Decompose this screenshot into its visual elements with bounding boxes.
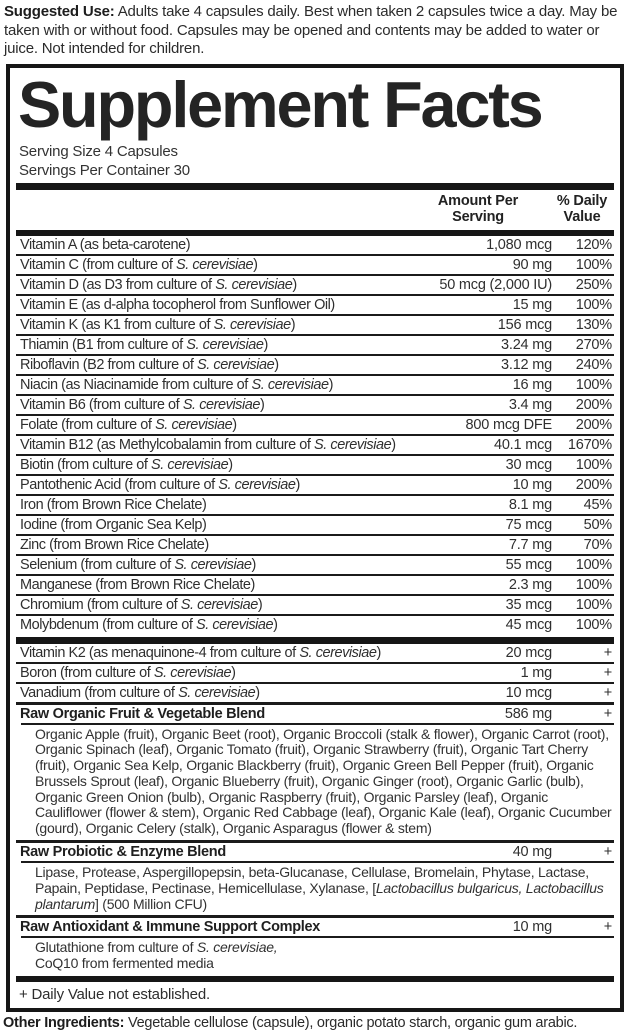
blend-ingredients-line: Organic Apple (fruit), Organic Beet (root), Organic Broccoli (stalk & flower), Organic Carrot (root), Organic Spinach (leaf), Organic Tomato (fruit), Organic Strawberry (fruit), Organic Tart Cherry (fruit), Organic Sea Kelp, Organic Blackberry (fruit), Organic Green Bell Pepper (fruit), Organic Brussels Sprout (leaf), Organic Blueberry (fruit), Organic Ginger (root), Organic Garlic (bulb), Organic Green Onion (bulb), Organic Raspberry (fruit), Organic Parsley (leaf), Organic Cauliflower (flower & stem), Organic Red Cabbage (leaf), Organic Kale (leaf), Organic Cucumber (gourd), Organic Celery (stalk), Organic Asparagus (flower & stem) — [35, 725, 612, 837]
nutrient-row — [16, 644, 614, 662]
blend-ingredients — [21, 723, 614, 841]
nutrient-daily-value: 200% — [575, 416, 612, 433]
nutrient-name: Raw Organic Fruit & Vegetable Blend — [20, 705, 265, 722]
nutrient-daily-value: 1670% — [567, 436, 612, 453]
nutrient-amount: 35 mcg — [505, 596, 552, 613]
nutrient-amount: 40.1 mcg — [493, 436, 552, 453]
nutrient-amount: 8.1 mg — [508, 496, 552, 513]
nutrient-daily-value: 100% — [575, 376, 612, 393]
nutrient-amount: 10 mcg — [505, 684, 552, 701]
nutrient-daily-value: 100% — [575, 456, 612, 473]
nutrient-daily-value: + — [603, 919, 612, 936]
nutrient-daily-value: 270% — [575, 336, 612, 353]
nutrient-row — [16, 554, 614, 574]
nutrient-row — [16, 434, 614, 454]
nutrient-amount: 10 mg — [512, 919, 552, 936]
column-header-amount: Amount Per Serving — [437, 192, 519, 225]
nutrient-name: Niacin (as Niacinamide from culture of S. cerevisiae) — [20, 376, 334, 393]
nutrient-row — [16, 254, 614, 274]
nutrient-name: Vitamin K2 (as menaquinone-4 from culture of S. cerevisiae) — [20, 644, 381, 661]
nutrient-name: Vanadium (from culture of S. cerevisiae) — [20, 684, 260, 701]
blend-header-row — [16, 702, 614, 723]
nutrient-daily-value: 100% — [575, 576, 612, 593]
nutrient-name: Folate (from culture of S. cerevisiae) — [20, 416, 237, 433]
serving-size: Serving Size 4 Capsules — [19, 142, 178, 160]
nutrient-amount: 90 mg — [512, 256, 552, 273]
other-ingredients-label: Other Ingredients: — [3, 1015, 125, 1032]
nutrient-row — [16, 494, 614, 514]
nutrient-daily-value: 50% — [583, 516, 612, 533]
nutrient-name: Pantothenic Acid (from culture of S. cerevisiae) — [20, 476, 300, 493]
nutrient-name: Vitamin D (as D3 from culture of S. cerevisiae) — [20, 276, 297, 293]
blend-ingredients — [21, 936, 614, 975]
nutrient-name: Vitamin K (as K1 from culture of S. cerevisiae) — [20, 316, 296, 333]
nutrient-row — [16, 314, 614, 334]
suggested-use-label: Suggested Use: — [4, 3, 115, 20]
nutrient-daily-value: 200% — [575, 476, 612, 493]
nutrient-row — [16, 394, 614, 414]
nutrient-name: Boron (from culture of S. cerevisiae) — [20, 664, 236, 681]
nutrient-daily-value: 45% — [583, 496, 612, 513]
nutrient-row — [16, 682, 614, 702]
nutrient-name: Vitamin A (as beta-carotene) — [20, 236, 191, 253]
nutrient-amount: 1 mg — [520, 664, 552, 681]
column-header-daily-value: % Daily Value — [556, 192, 608, 225]
nutrient-daily-value: 100% — [575, 296, 612, 313]
other-ingredients-text: Vegetable cellulose (capsule), organic potato starch, organic gum arabic. — [124, 1015, 578, 1032]
nutrient-name: Raw Probiotic & Enzyme Blend — [20, 844, 226, 861]
nutrient-daily-value: 100% — [575, 256, 612, 273]
nutrient-row — [16, 374, 614, 394]
nutrient-name: Biotin (from culture of S. cerevisiae) — [20, 456, 233, 473]
nutrient-daily-value: 100% — [575, 596, 612, 613]
blend-sections — [16, 702, 614, 976]
nutrient-amount: 10 mg — [512, 476, 552, 493]
nutrient-rows-main — [16, 236, 614, 634]
divider-bar-top — [16, 183, 614, 190]
nutrient-daily-value: 130% — [575, 316, 612, 333]
dv-footnote: + Daily Value not established. — [19, 986, 210, 1004]
nutrient-daily-value: 250% — [575, 276, 612, 293]
nutrient-name: Vitamin E (as d-alpha tocopherol from Sunflower Oil) — [20, 296, 335, 313]
nutrient-daily-value: + — [603, 684, 612, 701]
nutrient-name: Iron (from Brown Rice Chelate) — [20, 496, 207, 513]
nutrient-row — [16, 334, 614, 354]
nutrient-row — [16, 454, 614, 474]
nutrient-amount: 30 mcg — [505, 456, 552, 473]
nutrient-name: Iodine (from Organic Sea Kelp) — [20, 516, 207, 533]
nutrient-row — [16, 662, 614, 682]
blend-ingredients-line: CoQ10 from fermented media — [35, 955, 214, 972]
nutrient-amount: 3.4 mg — [508, 396, 552, 413]
nutrient-name: Manganese (from Brown Rice Chelate) — [20, 576, 255, 593]
nutrient-name: Zinc (from Brown Rice Chelate) — [20, 536, 209, 553]
nutrient-daily-value: 70% — [583, 536, 612, 553]
nutrient-daily-value: + — [603, 705, 612, 722]
nutrient-row — [16, 474, 614, 494]
divider-bar-mid — [16, 637, 614, 644]
nutrient-name: Molybdenum (from culture of S. cerevisiae) — [20, 616, 278, 633]
nutrient-amount: 16 mg — [512, 376, 552, 393]
nutrient-name: Vitamin C (from culture of S. cerevisiae) — [20, 256, 258, 273]
nutrient-amount: 15 mg — [512, 296, 552, 313]
nutrient-amount: 800 mcg DFE — [465, 416, 552, 433]
nutrient-amount: 156 mcg — [497, 316, 552, 333]
nutrient-daily-value: 200% — [575, 396, 612, 413]
nutrient-name: Vitamin B6 (from culture of S. cerevisiae) — [20, 396, 265, 413]
nutrient-daily-value: + — [603, 644, 612, 661]
nutrient-name: Raw Antioxidant & Immune Support Complex — [20, 919, 321, 936]
nutrient-row — [16, 594, 614, 614]
suggested-use — [0, 0, 630, 64]
nutrient-name: Selenium (from culture of S. cerevisiae) — [20, 556, 256, 573]
nutrient-amount: 45 mcg — [505, 616, 552, 633]
servings-per-container: Servings Per Container 30 — [19, 161, 190, 179]
nutrient-daily-value: + — [603, 664, 612, 681]
nutrient-daily-value: 240% — [575, 356, 612, 373]
nutrient-row — [16, 534, 614, 554]
nutrient-row — [16, 354, 614, 374]
nutrient-amount: 3.24 mg — [501, 336, 552, 353]
nutrient-daily-value: 100% — [575, 556, 612, 573]
blend-ingredients-line: Lipase, Protease, Aspergillopepsin, beta-Glucanase, Cellulase, Bromelain, Phytase, Lactase, Papain, Peptidase, Pectinase, Hemicellulase, Xylanase, [Lactobacillus bulgaricus, Lactobacillus plantarum] (500 Million CFU) — [35, 864, 604, 912]
nutrient-daily-value: 120% — [575, 236, 612, 253]
blend-ingredients-line: Glutathione from culture of S. cerevisiae, — [35, 939, 278, 956]
nutrient-amount: 40 mg — [512, 844, 552, 861]
nutrient-rows-secondary — [16, 644, 614, 702]
nutrient-amount: 75 mcg — [505, 516, 552, 533]
column-headers — [16, 190, 614, 229]
supplement-facts-panel — [6, 64, 624, 1013]
nutrient-row — [16, 274, 614, 294]
nutrient-amount: 3.12 mg — [501, 356, 552, 373]
nutrient-row — [16, 514, 614, 534]
nutrient-row — [16, 414, 614, 434]
panel-title: Supplement Facts — [18, 68, 542, 141]
blend-ingredients — [21, 861, 614, 915]
nutrient-daily-value: 100% — [575, 616, 612, 633]
nutrient-amount: 20 mcg — [505, 644, 552, 661]
nutrient-amount: 7.7 mg — [508, 536, 552, 553]
nutrient-name: Chromium (from culture of S. cerevisiae) — [20, 596, 263, 613]
nutrient-amount: 1,080 mcg — [486, 236, 552, 253]
nutrient-name: Vitamin B12 (as Methylcobalamin from culture of S. cerevisiae) — [20, 436, 396, 453]
blend-header-row — [16, 915, 614, 936]
nutrient-daily-value: + — [603, 844, 612, 861]
nutrient-amount: 2.3 mg — [508, 576, 552, 593]
nutrient-row — [16, 614, 614, 634]
nutrient-row — [16, 294, 614, 314]
nutrient-amount: 55 mcg — [505, 556, 552, 573]
suggested-use-text: Adults take 4 capsules daily. Best when taken 2 capsules twice a day. May be taken with or without food. Capsules may be opened and contents may be added to water or juice. Not intended for children. — [4, 3, 618, 57]
other-ingredients — [0, 1012, 630, 1032]
blend-header-row — [16, 840, 614, 861]
nutrient-amount: 586 mg — [504, 705, 552, 722]
nutrient-name: Thiamin (B1 from culture of S. cerevisiae) — [20, 336, 268, 353]
nutrient-row — [16, 574, 614, 594]
nutrient-row — [16, 236, 614, 254]
nutrient-amount: 50 mcg (2,000 IU) — [439, 276, 552, 293]
nutrient-name: Riboflavin (B2 from culture of S. cerevisiae) — [20, 356, 279, 373]
